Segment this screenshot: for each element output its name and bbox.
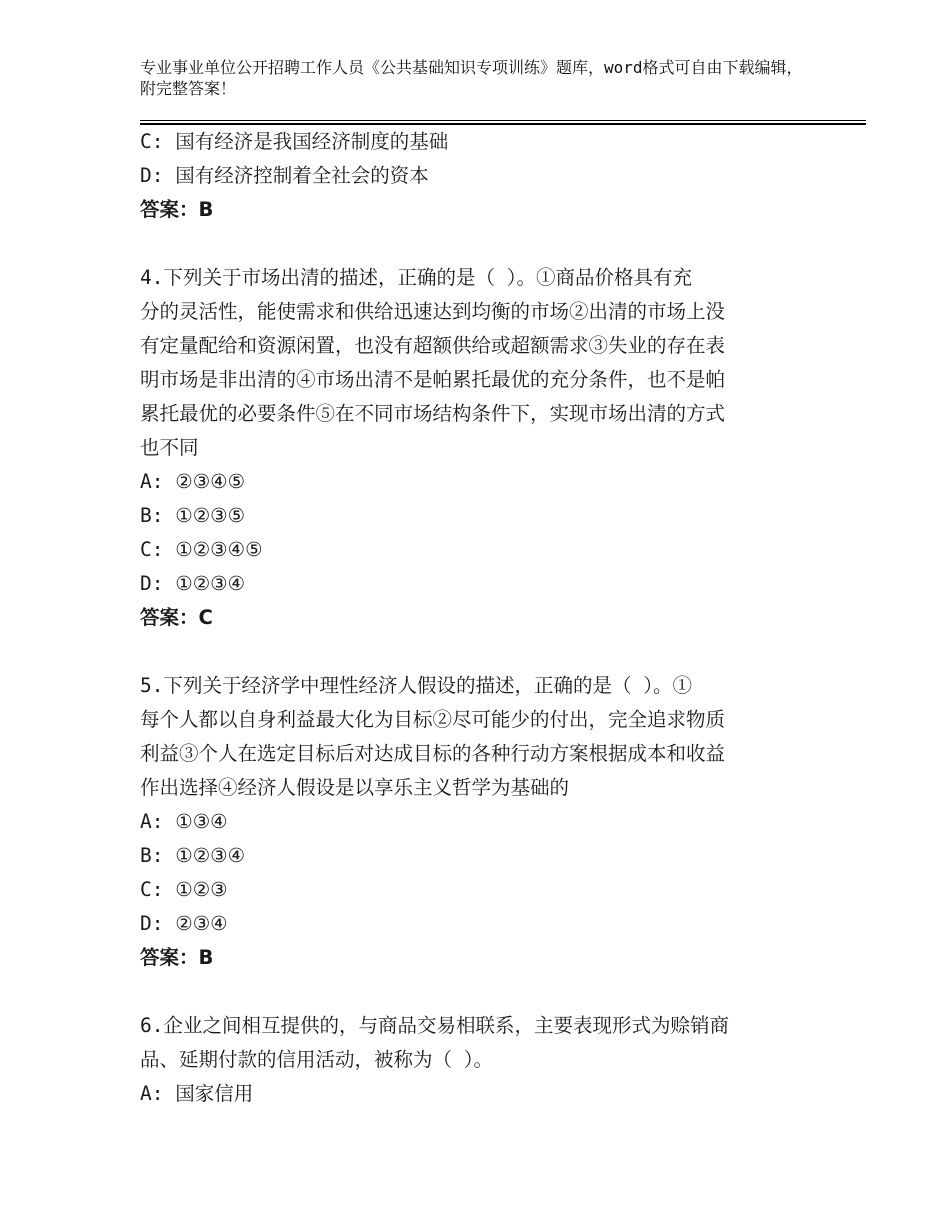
question-stem-line: 每个人都以自身利益最大化为目标②尽可能少的付出，完全追求物质 (140, 708, 726, 731)
answer-line: 答案：C (140, 606, 213, 629)
question-6 (140, 1009, 800, 1111)
option-c: C: 国有经济是我国经济制度的基础 (140, 130, 449, 153)
answer-line: 答案：B (140, 946, 214, 969)
option-b: B: ①②③⑤ (140, 504, 246, 527)
question-stem-line: 品、延期付款的信用活动，被称为（ ）。 (140, 1048, 493, 1071)
option-d: D: ①②③④ (140, 572, 246, 595)
page-header: 专业事业单位公开招聘工作人员《公共基础知识专项训练》题库，word格式可自由下载编辑，附完整答案！ (140, 58, 803, 98)
answer-line: 答案：B (140, 198, 214, 221)
question-4 (140, 261, 800, 635)
question-stem-line: 利益③个人在选定目标后对达成目标的各种行动方案根据成本和收益 (140, 742, 726, 765)
question-content (140, 125, 800, 1111)
question-stem-line: 4.下列关于市场出清的描述，正确的是（ ）。①商品价格具有充 (140, 266, 692, 289)
question-5 (140, 669, 800, 975)
question-stem-line: 累托最优的必要条件⑤在不同市场结构条件下，实现市场出清的方式 (140, 402, 726, 425)
question-stem-line: 分的灵活性，能使需求和供给迅速达到均衡的市场②出清的市场上没 (140, 300, 726, 323)
question-stem-line: 明市场是非出清的④市场出清不是帕累托最优的充分条件，也不是帕 (140, 368, 726, 391)
prev-question-tail (140, 125, 800, 227)
option-b: B: ①②③④ (140, 844, 246, 867)
option-d: D: 国有经济控制着全社会的资本 (140, 164, 429, 187)
option-c: C: ①②③ (140, 878, 228, 901)
option-c: C: ①②③④⑤ (140, 538, 263, 561)
option-a: A: ①③④ (140, 810, 228, 833)
question-stem-line: 作出选择④经济人假设是以享乐主义哲学为基础的 (140, 776, 570, 799)
option-d: D: ②③④ (140, 912, 228, 935)
question-stem-line: 5.下列关于经济学中理性经济人假设的描述，正确的是（ ）。① (140, 674, 692, 697)
option-a: A: 国家信用 (140, 1082, 254, 1105)
header-rule-thin (140, 120, 866, 121)
question-stem-line: 也不同 (140, 436, 199, 459)
question-stem-line: 有定量配给和资源闲置，也没有超额供给或超额需求③失业的存在表 (140, 334, 726, 357)
question-stem-line: 6.企业之间相互提供的，与商品交易相联系，主要表现形式为赊销商 (140, 1014, 729, 1037)
option-a: A: ②③④⑤ (140, 470, 246, 493)
